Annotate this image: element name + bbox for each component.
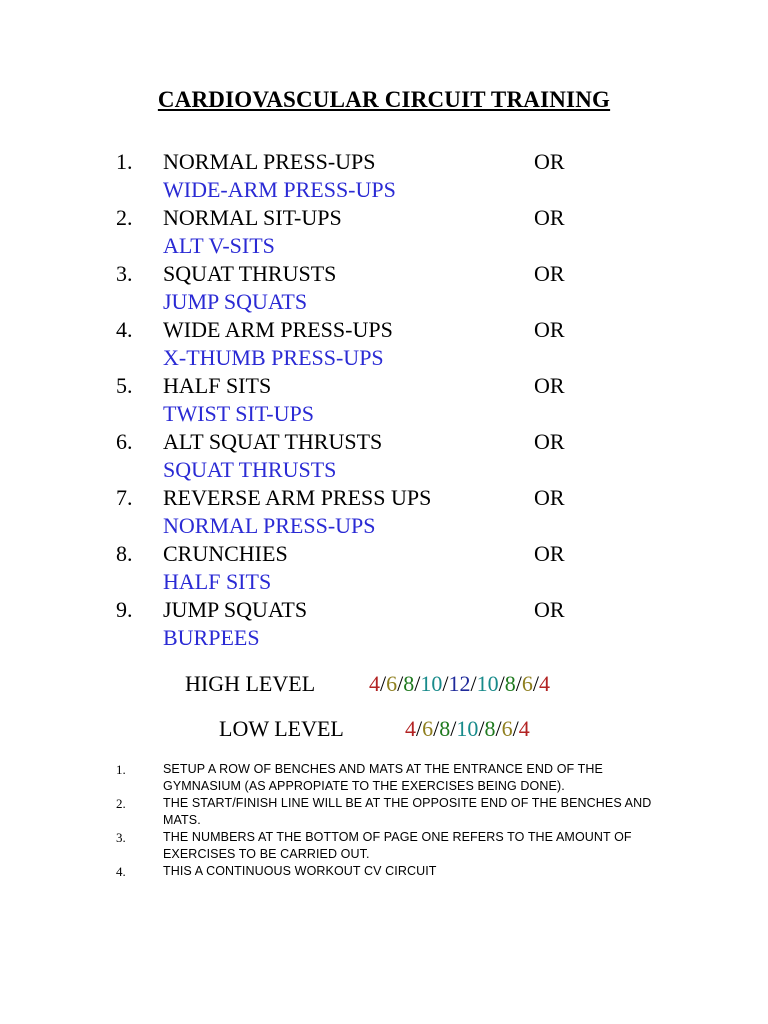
- exercise-row: [0, 596, 768, 624]
- document-title: CARDIOVASCULAR CIRCUIT TRAINING: [157, 87, 611, 112]
- exercise-alt-row: [0, 568, 768, 596]
- low-level-value: 4: [518, 716, 530, 741]
- low-level-label: LOW LEVEL: [219, 716, 344, 741]
- high-level-separator: /: [498, 671, 505, 696]
- exercise-number: 1.: [116, 149, 133, 174]
- exercise-number: 3.: [116, 261, 133, 286]
- exercise-primary: NORMAL SIT-UPS: [163, 205, 342, 230]
- high-level-value: 4: [539, 671, 550, 696]
- exercise-primary: CRUNCHIES: [163, 541, 288, 566]
- exercise-alt-row: [0, 400, 768, 428]
- low-level-value: 6: [422, 716, 434, 741]
- exercise-alternative: BURPEES: [163, 625, 260, 650]
- exercise-row: [0, 316, 768, 344]
- exercise-primary: REVERSE ARM PRESS UPS: [163, 485, 432, 510]
- note-text: THE START/FINISH LINE WILL BE AT THE OPPOSITE END OF THE BENCHES AND MATS.: [163, 796, 652, 827]
- note-text: THIS A CONTINUOUS WORKOUT CV CIRCUIT: [163, 864, 437, 878]
- high-level-separator: /: [414, 671, 421, 696]
- exercise-alternative: NORMAL PRESS-UPS: [163, 513, 376, 538]
- high-level-separator: /: [442, 671, 449, 696]
- high-level-value: 10: [476, 671, 499, 696]
- exercise-alt-row: [0, 624, 768, 652]
- low-level-separator: /: [416, 716, 423, 741]
- exercise-alt-row: [0, 176, 768, 204]
- exercise-row: [0, 428, 768, 456]
- exercise-number: 4.: [116, 317, 133, 342]
- exercise-number: 6.: [116, 429, 133, 454]
- high-level-label: HIGH LEVEL: [185, 671, 316, 696]
- note-item: [0, 829, 768, 863]
- exercise-alternative: X-THUMB PRESS-UPS: [163, 345, 384, 370]
- exercise-row: [0, 204, 768, 232]
- exercise-or: OR: [534, 597, 565, 622]
- low-level-value: 4: [405, 716, 416, 741]
- exercise-alternative: JUMP SQUATS: [163, 289, 308, 314]
- exercise-or: OR: [534, 429, 565, 454]
- low-level-separator: /: [512, 716, 519, 741]
- note-item: [0, 863, 768, 880]
- exercise-number: 7.: [116, 485, 133, 510]
- exercise-primary: HALF SITS: [163, 373, 272, 398]
- note-number: 3.: [116, 830, 126, 845]
- notes-list: [0, 761, 768, 880]
- low-level-value: 8: [484, 716, 496, 741]
- exercise-alt-row: [0, 344, 768, 372]
- exercise-or: OR: [534, 317, 565, 342]
- exercise-or: OR: [534, 485, 565, 510]
- low-level-sequence: [405, 715, 530, 743]
- exercise-alt-row: [0, 288, 768, 316]
- exercise-or: OR: [534, 373, 565, 398]
- note-number: 4.: [116, 864, 126, 879]
- note-number: 2.: [116, 796, 126, 811]
- exercise-row: [0, 260, 768, 288]
- exercise-or: OR: [534, 261, 565, 286]
- exercise-primary: ALT SQUAT THRUSTS: [163, 429, 383, 454]
- high-level-separator: /: [515, 671, 522, 696]
- low-level-value: 10: [456, 716, 479, 741]
- high-level-value: 12: [448, 671, 471, 696]
- exercise-alt-row: [0, 512, 768, 540]
- exercise-list: [0, 148, 768, 652]
- high-level-separator: /: [380, 671, 387, 696]
- exercise-number: 5.: [116, 373, 133, 398]
- exercise-or: OR: [534, 205, 565, 230]
- low-level-line: [219, 715, 530, 743]
- note-text: SETUP A ROW OF BENCHES AND MATS AT THE ENTRANCE END OF THE GYMNASIUM (AS APPROPIATE TO THE EXERCISES BEING DONE).: [163, 762, 603, 793]
- high-level-value: 6: [386, 671, 398, 696]
- exercise-alternative: WIDE-ARM PRESS-UPS: [163, 177, 396, 202]
- high-level-line: [185, 670, 550, 698]
- exercise-row: [0, 484, 768, 512]
- low-level-separator: /: [495, 716, 502, 741]
- note-text: THE NUMBERS AT THE BOTTOM OF PAGE ONE REFERS TO THE AMOUNT OF EXERCISES TO BE CARRIED OUT.: [163, 830, 632, 861]
- high-level-value: 4: [369, 671, 380, 696]
- high-level-separator: /: [532, 671, 539, 696]
- high-level-value: 8: [403, 671, 415, 696]
- exercise-number: 9.: [116, 597, 133, 622]
- exercise-or: OR: [534, 541, 565, 566]
- exercise-alternative: SQUAT THRUSTS: [163, 457, 337, 482]
- high-level-separator: /: [470, 671, 477, 696]
- low-level-separator: /: [450, 716, 457, 741]
- exercise-alternative: TWIST SIT-UPS: [163, 401, 314, 426]
- exercise-row: [0, 148, 768, 176]
- low-level-value: 8: [439, 716, 451, 741]
- exercise-alternative: HALF SITS: [163, 569, 272, 594]
- note-number: 1.: [116, 762, 126, 777]
- exercise-alt-row: [0, 456, 768, 484]
- exercise-row: [0, 540, 768, 568]
- low-level-separator: /: [433, 716, 440, 741]
- exercise-primary: NORMAL PRESS-UPS: [163, 149, 376, 174]
- low-level-value: 6: [501, 716, 513, 741]
- note-item: [0, 795, 768, 829]
- note-item: [0, 761, 768, 795]
- exercise-or: OR: [534, 149, 565, 174]
- exercise-primary: WIDE ARM PRESS-UPS: [163, 317, 393, 342]
- high-level-value: 10: [420, 671, 443, 696]
- high-level-sequence: [369, 670, 550, 698]
- high-level-value: 6: [521, 671, 533, 696]
- exercise-alt-row: [0, 232, 768, 260]
- exercise-number: 2.: [116, 205, 133, 230]
- exercise-alternative: ALT V-SITS: [163, 233, 275, 258]
- high-level-value: 8: [504, 671, 516, 696]
- low-level-separator: /: [478, 716, 485, 741]
- exercise-primary: JUMP SQUATS: [163, 597, 308, 622]
- high-level-separator: /: [397, 671, 404, 696]
- exercise-number: 8.: [116, 541, 133, 566]
- exercise-row: [0, 372, 768, 400]
- exercise-primary: SQUAT THRUSTS: [163, 261, 337, 286]
